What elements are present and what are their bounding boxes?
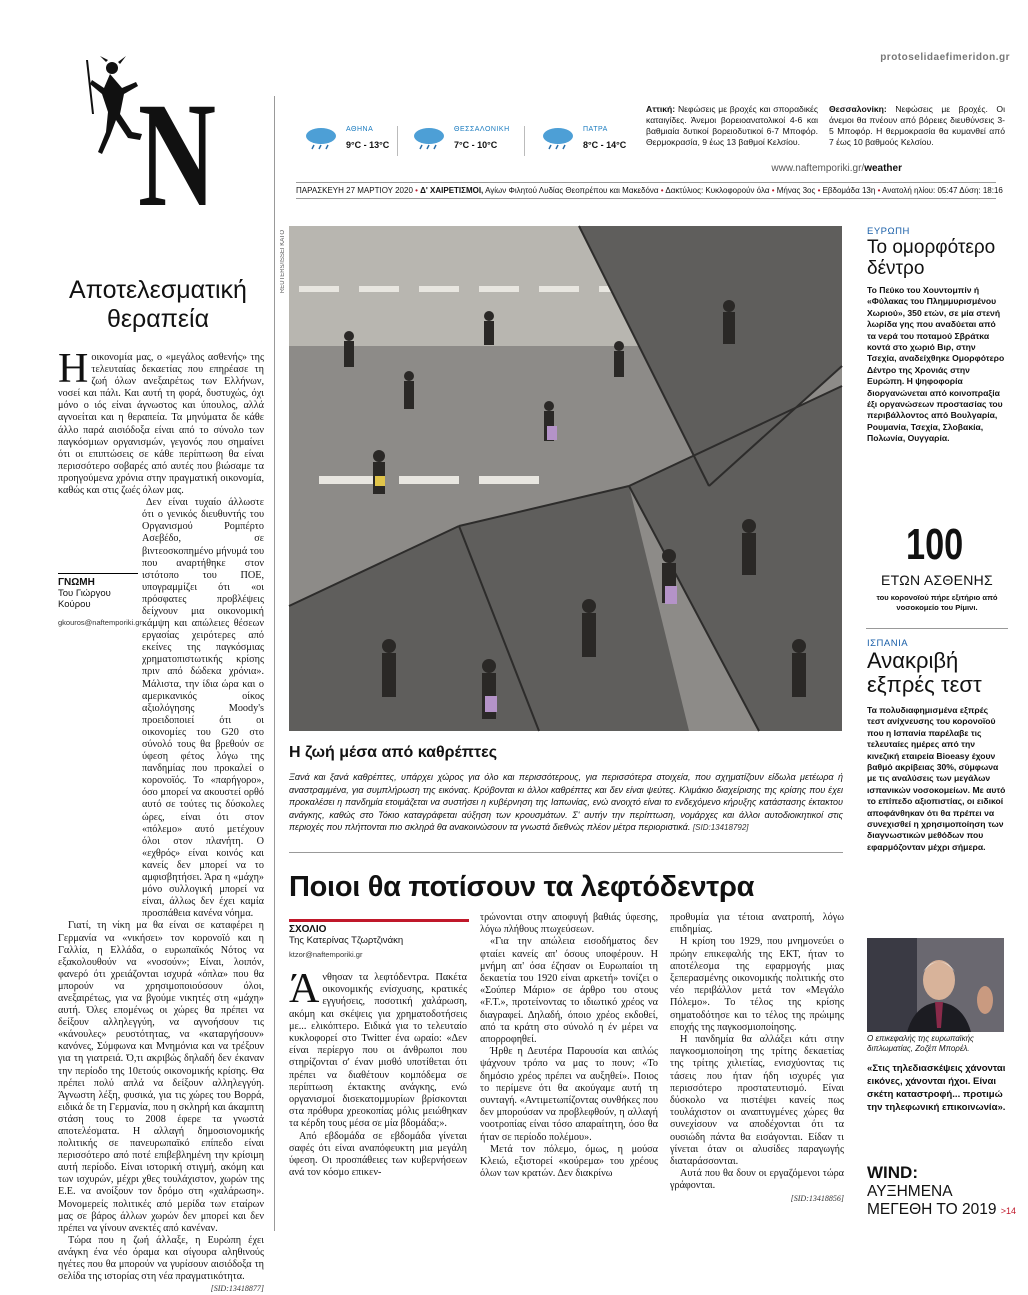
city-temperature: 8°C - 14°C (583, 140, 627, 150)
lead-dropcap: Η (58, 346, 89, 392)
opinion-email[interactable]: gkouros@naftemporiki.gr (58, 618, 142, 627)
article-paragraph: Ήρθε η Δευτέρα Παρουσία και απλώς ψάχνουν τρόπο να μας το πουν; «Το δημόσιο χρέος πρέπει να αυξηθεί». Ποιος το περίμενε ότι θα ακούγαμε αυτή τη συνταγή. «Αντιμετωπίζοντας συνθήκες που δεν μπορούσαν να προβλεφθούν, η αλλαγή νοοτροπίας είναι τόσο απαραίτητη, όσο θα ήταν σε περίοδο πολέμου». (480, 1046, 658, 1143)
wind-teaser[interactable] (867, 1164, 1017, 1220)
weather-link-prefix: www.naftemporiki.gr/ (771, 163, 865, 174)
separator: • (771, 186, 777, 195)
rain-cloud-icon (304, 126, 338, 150)
comment-author: Της Κατερίνας Τζωρτζινάκη (289, 935, 404, 946)
site-watermark: protoselidaefimeridon.gr (880, 52, 1010, 63)
borrell-caption: Ο επικεφαλής της ευρωπαϊκής διπλωματίας, Ζοζέπ Μπορέλ. (867, 1034, 974, 1053)
wind-page-ref: >14 (1000, 1206, 1017, 1216)
spain-body: Τα πολυδιαφημισμένα εξπρές τεστ ανίχνευσης του κορονοϊού που η Ισπανία παρέλαβε τις τελευταίες ημέρες από την κινεζική εταιρεία Bioeasy έχουν βαθμό ακρίβειας 30%, σύμφωνα με τις αναλύσεις των μεγάλων ισπανικών νοσοκομείων. Με αυτό το επίπεδο αξιοπιστίας, οι ειδικοί αποφάνθηκαν ότι θα πρέπει να συνεχισθεί η χρησιμοποίηση των διαγνωστικών μεθόδων που εφαρμόζονταν μέχρι σήμερα. (867, 705, 1006, 852)
big-number-sub: του κορονοϊού πήρε εξιτήριο από νοσοκομείο του Ρίμινι. (876, 593, 998, 612)
week: Εβδομάδα 13η (822, 186, 876, 195)
column-divider (274, 96, 275, 1231)
lead-title: Αποτελεσματική θεραπεία (69, 276, 247, 333)
tree-kicker: ΕΥΡΩΠΗ (867, 226, 910, 237)
wind-label: WIND: (867, 1163, 918, 1182)
date: ΠΑΡΑΣΚΕΥΗ 27 ΜΑΡΤΙΟΥ 2020 (296, 186, 413, 195)
tree-title: Το ομορφότερο δέντρο (867, 237, 996, 279)
lead-body (58, 346, 264, 1295)
weather-attica (646, 104, 818, 148)
city-temperature: 9°C - 13°C (346, 140, 390, 150)
article-dropcap: Ά (289, 966, 320, 1012)
rain-cloud-icon (541, 126, 575, 150)
weather-city-patra (541, 126, 641, 154)
mirror-crowd-photo (289, 226, 842, 731)
big-number-label: ΕΤΩΝ ΑΣΘΕΝΗΣ (880, 572, 994, 588)
saints: Αγίων Φιλητού Λυδίας Θεοπρέπου και Μακεδόνα (483, 186, 659, 195)
opinion-box (58, 573, 142, 647)
masthead-logo: N (138, 72, 216, 238)
weather-divider (397, 126, 398, 156)
weather-thessaloniki (829, 104, 1005, 148)
article-column-1 (289, 966, 467, 1179)
dateline (296, 182, 1003, 199)
tree-body: Το Πεύκο του Χουντομπίν ή «Φύλακας του Πλημμυρισμένου Χωριού», 350 ετών, σε μία στενή λωρίδα γης που αναδύεται από τα νερά του ποταμού Σβράτκα κοντά στο χωριό Βιρ, στην Τσεχία, αναδείχθηκε Ομορφότερο Δέντρο της Χρονιάς στην Ευρώπη. Η ψηφοφορία διοργανώνεται από κοινοπραξία έξι οργανώσεων προστασίας του περιβάλλοντος από Βουλγαρία, Ρουμανία, Τσεχία, Σλοβακία, Πολωνία, Ουγγαρία. (867, 285, 1005, 444)
wind-text: ΑΥΞΗΜΕΝΑ ΜΕΓΕΘΗ ΤΟ 2019 (867, 1183, 997, 1218)
weather-link[interactable] (771, 163, 902, 174)
plates: Δακτύλιος: Κυκλοφορούν όλα (665, 186, 770, 195)
article-paragraph: νθησαν τα λεφτόδεντρα. Πακέτα οικονομικής ενίσχυσης, κρατικές εγγυήσεις, ποσοτική χαλάρωση, ακόμη και σκέψεις για χρηματοδοτήσεις με... ελικόπτερο. Ειδικά για το τελευταίο κυκλοφορεί στο Twitter ένα ωραίο: «Δεν είναι περίεργο που οι άνθρωποι που στηρίζονται σ' έναν μισθό υποτίθεται ότι πρέπει να διαθέτουν κομπόδεμα σε περίπτωση έκτακτης ανάγκης, ενώ οργανισμοί δισεκατομμυρίων βρίσκονται στα πρόθυρα χρεοκοπίας μόλις μειώθηκαν τα κέρδη τους μέσα σε μία βδομάδα;». (289, 972, 467, 1130)
weather-link-suffix: weather (864, 163, 902, 174)
city-name: ΠΑΤΡΑ (583, 126, 608, 133)
opinion-tag: ΓΝΩΜΗ (58, 577, 95, 588)
photo-title: Η ζωή μέσα από καθρέπτες (289, 744, 498, 761)
lead-sid: [SID:13418877] (210, 1284, 264, 1294)
photo-credit: REUTERS/ISSEI KATO (280, 230, 286, 294)
weather-thess-label: Θεσσαλονίκη: (829, 104, 887, 114)
photo-caption (289, 771, 843, 835)
weather-attica-label: Αττική: (646, 104, 676, 114)
month: Μήνας 3ος (776, 186, 816, 195)
rain-cloud-icon (412, 126, 446, 150)
big-number: 100 (906, 520, 964, 569)
article-paragraph: προθυμία για τέτοια ανατροπή, λόγω επιδημίας. (670, 912, 844, 936)
lead-paragraph: Γιατί, τη νίκη μα θα είναι σε καταφέρει η Γερμανία να «νικήσει» τον κορονοϊό και η Γαλλία, η Ελλάδα, ο ευρωπαϊκός Νότος να εξακολουθούν να «νοσούν»; Είναι, λοιπόν, φανερό ότι χρειάζονται ισχυρά «όπλα» που θα μπορούν να χρησιμοποιούσουν όλοι, ανεξαιρέτως, για να βγούμε νικητές στη «μάχη» αυτή. Όλες επομένως οι χώρες θα πρέπει να δείξουν αλληλεγγύη, να αγνοήσουν τις «κάνουλες» ρευστότητας, να «καταργήσουν» κανόνες, Σύμφωνα και Μνημόνια και να τρέξουν για τη γιατρειά. Ό,τι ακριβώς δηλαδή δεν έκαναν την περίοδο της 10ετούς οικονομικής κρίσης. Θα πρέπει πολύ απλά να δείξουν αλληλεγγύη. Άγνωστη λέξη, φυσικά, για τις χώρες του Βορρά, ειδικά δε τη Γερμανία, που η σκληρή και άκαμπτη στάση τους το 2008 έφερε τα γνωστά αποτελέσματα. Η αλλαγή δημοσιονομικής πολιτικής σε πανευρωπαϊκό επίπεδο είναι περισσότερο από ποτέ επιβεβλημένη την κρίσιμη αυτή περίοδο. Είναι ιστορική στιγμή, ακόμη και των ισχυρών, μέχρι χθες τουλάχιστον, χωρών της Ε.Ε. να ανοίξουν τον δρόμο στη «χαλάρωση». Μονομερείς πολιτικές από μερίδα των εταίρων μας σε βάρος άλλων χωρών δεν μπορεί και δεν πρέπει να γίνουν ανεκτές από κανέναν. (58, 920, 264, 1234)
article-paragraph: «Για την απώλεια εισοδήματος δεν φταίει κανείς απ' όσους υποφέρουν. Η μνήμη απ' όσα έζησαν οι Ευρωπαίοι τη δεκαετία του 1920 είναι αρκετή» τονίζει ο «Σούπερ Μάριο» σε άρθρο του στους «F.T.», προτείνοντας το ιδιωτικό χρέος να διαγραφεί. Δηλαδή, όποιο χρέος εκδοθεί, από τα κράτη στο σύνολό η έν μέρει να απορροφηθεί. (480, 936, 658, 1046)
separator: • (877, 186, 883, 195)
city-temperature: 7°C - 10°C (454, 140, 498, 150)
separator: • (817, 186, 823, 195)
article-paragraph: Μετά τον πόλεμο, όμως, η μούσα Κλειώ, εξιστορεί «κούρεμα» του χρέους όλων των κρατών. Δεν διακρίνω (480, 1143, 658, 1180)
comment-box (289, 919, 469, 959)
photo-sid: [SID:13418792] (692, 823, 749, 833)
article-paragraph: Από εβδομάδα σε εβδομάδα γίνεται σαφές ότι είναι αναπόφευκτη μια μεγάλη ύφεση. Οι προσπάθειες των κυβερνήσεων ανά τον κόσμο επικεν- (289, 1130, 467, 1179)
lead-paragraph: οικονομία μας, ο «μεγάλος ασθενής» της τελευταίας δεκαετίας που επηρέασε τη ζωή όλων ανεξαιρέτως των Ελλήνων, νοσεί και πάλι. Και αυτή τη φορά, δυστυχώς, όχι μόνο ο ιός είναι άγνωστος και ύπουλος, αλλά αγνοείται και η θεραπεία. Τα μηνύματα δε κάθε άλλο παρά αισιόδοξα είναι από το σύνολο των παγκόσμιων οργανισμών, γεγονός που σημαίνει ότι οι επιπτώσεις σε κάθε περίπτωση θα είναι περισσότερο σοβαρές από αυτές που βιώσαμε τα προηγούμενα χρόνια στην πραγματική οικονομία, καθώς και στις ζωές όλων μας. (58, 352, 264, 497)
article-paragraph: Η κρίση του 1929, που μνημονεύει ο πρώην επικεφαλής της ΕΚΤ, ήταν το αποτέλεσμα της εφαρμογής μιας ξεπερασμένης οικονομικής πολιτικής στο νέο περιβάλλον μετά τον «Μεγάλο Πόλεμο». Το τέλος της κρίσης σηματοδότησε και το τέλος της πρώιμης εποχής της παγκοσμιοποίησης. (670, 936, 844, 1033)
weather-divider (524, 126, 525, 156)
weather-thess-text: Νεφώσεις με βροχές. Οι άνεμοι θα πνέουν από βόρειες διευθύνσεις 3-5 Μποφόρ. Η θερμοκρασία θα κυμανθεί από 7 έως 10 βαθμούς Κελσίου. (829, 104, 1005, 147)
section-divider (289, 852, 843, 853)
spain-brief (867, 638, 1007, 853)
weather-city-thessaloniki (412, 126, 512, 154)
borrell-quote: «Στις τηλεδιασκέψεις χάνονται εικόνες, χάνονται ήχοι. Είναι σκέτη καταστροφή... προτιμώ την τηλεφωνική επικοινωνία». (867, 1063, 1006, 1113)
article-paragraph: Η πανδημία θα αλλάξει κάτι στην παγκοσμιοποίηση της τρίτης δεκαετίας της τρίτης χιλιετίας, ενισχύοντας τις τάσεις που ήταν ήδη ισχυρές για περισσότερο προστατευτισμό. Είναι δύσκολο να πιστέψει κανείς πως τουλάχιστον οι αναπτυγμένες χώρες θα συνεχίσουν να αποδέχονται ότι τα ουσιώδη πάντα θα εισάγονται. Είδαν τι γίνεται όταν οι αλυσίδες παραγωγής διαταράσσονται. (670, 1034, 844, 1168)
opinion-author: Του Γιώργου Κούρου (58, 588, 111, 610)
separator: • (415, 186, 421, 195)
weather-city-athens (304, 126, 404, 154)
city-name: ΘΕΣΣΑΛΟΝΙΚΗ (454, 126, 510, 133)
lead-paragraph: Τώρα που η ζωή άλλαξε, η Ευρώπη έχει ανάγκη ένα νέο όραμα και σίγουρα αληθινούς ηγέτες που θα μπορούν να γυρίσουν αισιόδοξα τη σελίδα της ιστορίας στη νέα πραγματικότητα. (58, 1234, 264, 1283)
weather-attica-text: Νεφώσεις με βροχές και σποραδικές καταιγίδες. Άνεμοι βορειοανατολικοί 4-6 και βαθμιαία δυτικοί βορειοδυτικοί 6-7 Μποφόρ. Θερμοκρασία, 9 έως 13 βαθμοί Κελσίου. (646, 104, 818, 147)
sun-times: Ανατολή ηλίου: 05:47 Δύση: 18:16 (882, 186, 1003, 195)
article-column-2 (480, 912, 658, 1180)
comment-tag: ΣΧΟΛΙΟ (289, 924, 327, 935)
borrell-photo (867, 938, 1004, 1032)
article-paragraph: Αυτά που θα δουν οι εργαζόμενοι τώρα γράφονται. (670, 1168, 844, 1192)
comment-email[interactable]: ktzor@naftemporiki.gr (289, 950, 363, 959)
article-title: Ποιοι θα ποτίσουν τα λεφτόδεντρα (289, 871, 755, 903)
article-paragraph: τρώνονται στην αποφυγή βαθιάς ύφεσης, λόγω πλήθους πτωχεύσεων. (480, 912, 658, 936)
spain-kicker: ΙΣΠΑΝΙΑ (867, 638, 909, 649)
photo-caption-text: Ξανά και ξανά καθρέπτες, υπάρχει χώρος για όλο και περισσότερους, για περισσότερα στοιχεία, που σχηματίζουν είδωλα μετέωρα ή αναστραμμένα, για συμπλήρωση της εικόνας. Κρύβονται κι άλλοι καθρέπτες και δεν είναι ψεύτες. Κλιμάκιο διαχείρισης της κρίσης που έχει προκαλέσει η πανδημία ετοιμάζεται να συστήσει η κυβέρνηση της Ιαπωνίας, ενώ ανοιχτό είναι το ενδεχόμενο κήρυξης κατάστασης έκτακτου ανάγκης, καθώς στο Τόκιο καταγράφεται αύξηση των κρουσμάτων. Σ' αυτήν την περίπτωση, νομάρχες και άλλοι αυτοδιοικητικοί στις περιοχές που πλήττονται πιο σκληρά θα ανακοινώσουν τα γνωστά διεθνώς πλέον μέτρα περιοριστικά. (289, 772, 843, 833)
right-divider (866, 628, 1008, 629)
spain-title: Ανακριβή εξπρές τεστ (867, 648, 982, 697)
city-name: ΑΘΗΝΑ (346, 126, 374, 133)
article-sid: [SID:13418856] (790, 1193, 844, 1203)
separator: • (660, 186, 666, 195)
lead-paragraph: Δεν είναι τυχαίο άλλωστε ότι ο γενικός διευθυντής του Οργανισμού Ρομπέρτο Ασεβέδο, σε βιντεοσκοπημένο μήνυμά του που αναρτήθηκε στον ιστότοπο του ΠΟΕ, υπογραμμίζει ότι «οι πρόσφατες προβλέψεις δείχνουν μια οικονομική κάμψη και απώλειες θέσεων εργασίας χειρότερες από εκείνες της παγκόσμιας χρηματοπιστωτικής κρίσης πριν από δώδεκα χρόνια». Μάλιστα, την ίδια ώρα και ο αμερικανικός οίκος αξιολόγησης Moody's προειδοποιεί ότι οι οικονομίες του G20 στο σύνολό τους θα βρεθούν σε ύφεση φέτος λόγω της πανδημίας που προκαλεί ο κορονοϊός. Το «παρήγορο», όσο μπορεί να ακουστεί ορθό αυτό σε τούτες τις δύσκολες ώρες, είναι ότι στον «πόλεμο» αυτό μετέχουν όλοι στον πλανήτη. Ο «εχθρός» είναι κοινός και κανείς δεν μπορεί να το αμφισβητήσει. Άρα η «μάχη» μόνο συλλογική μπορεί να είναι, άλλως δεν έχει καμία προσπάθεια κανένα νόημα. (142, 497, 264, 920)
tree-brief (867, 226, 1007, 445)
article-column-3 (670, 912, 844, 1205)
greetings: Δ' ΧΑΙΡΕΤΙΣΜΟΙ, (420, 186, 484, 195)
